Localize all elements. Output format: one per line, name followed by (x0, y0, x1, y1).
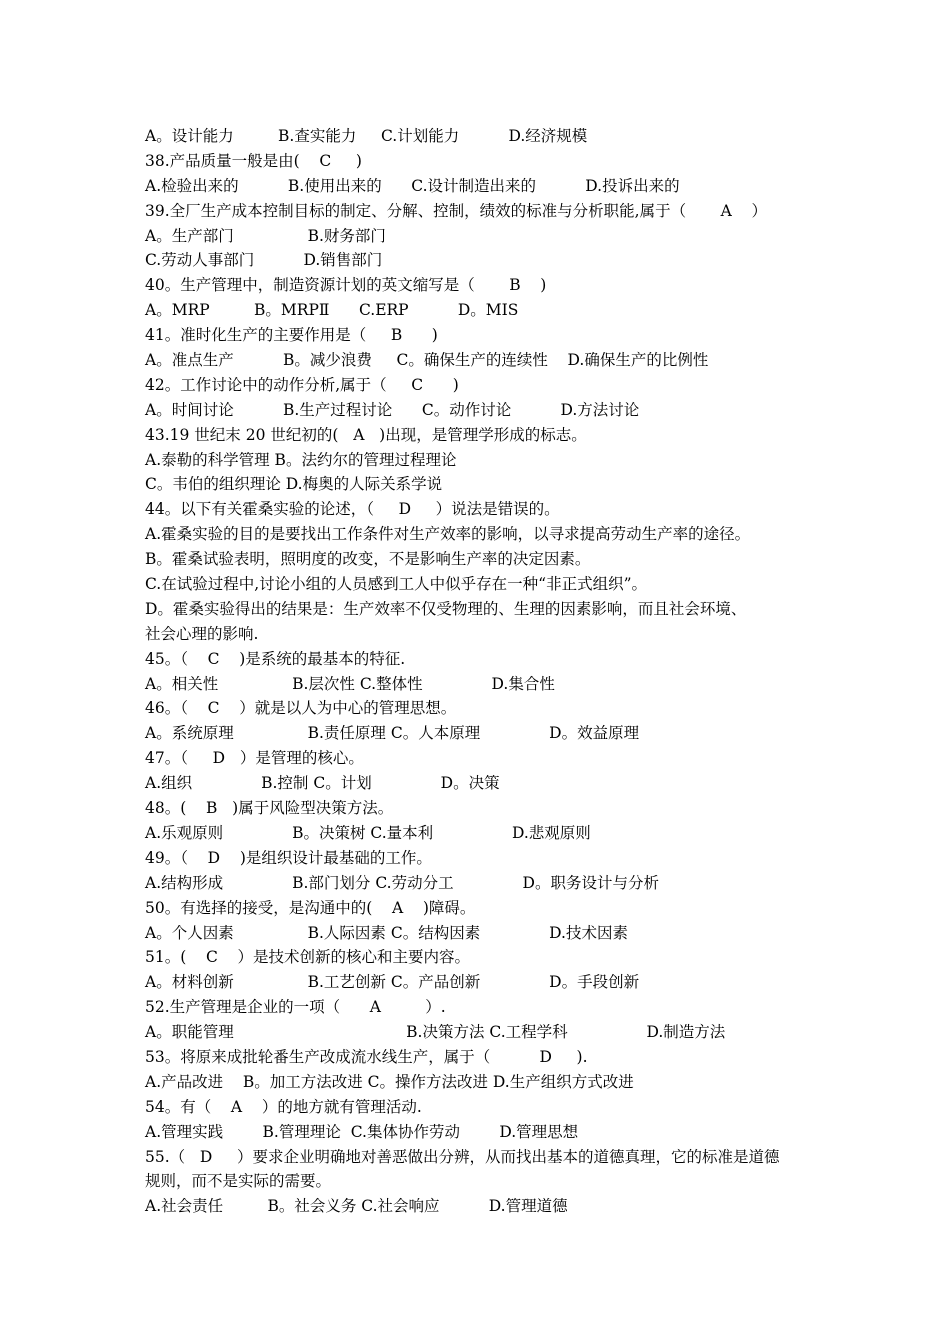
text-line: A.泰勒的科学管理 B。法约尔的管理过程理论 (145, 450, 457, 469)
text-line: A。材料创新 B.工艺创新 C。产品创新 D。手段创新 (145, 973, 640, 992)
text-line: C.在试验过程中,讨论小组的人员感到工人中似乎存在一种“非正式组织”。 (145, 575, 648, 594)
text-line: A.组织 B.控制 C。计划 D。决策 (145, 774, 500, 793)
text-line: 43.19 世纪末 20 世纪初的( A )出现，是管理学形成的标志。 (145, 425, 587, 444)
text-line: 51。( C ）是技术创新的核心和主要内容。 (145, 948, 471, 967)
text-line: 39.全厂生产成本控制目标的制定、分解、控制，绩效的标准与分析职能,属于（ A ） (145, 201, 767, 220)
text-line: 46。（ C ）就是以人为中心的管理思想。 (145, 699, 457, 718)
text-line: 规则，而不是实际的需要。 (145, 1172, 332, 1191)
text-line: C。韦伯的组织理论 D.梅奥的人际关系学说 (145, 475, 443, 494)
text-line: A。生产部门 B.财务部门 (145, 226, 386, 245)
text-line: 42。工作讨论中的动作分析,属于（ C ) (145, 375, 459, 394)
document-body (145, 124, 825, 1219)
text-line: A。职能管理 B.决策方法 C.工程学科 D.制造方法 (145, 1023, 726, 1042)
text-line: 45。（ C )是系统的最基本的特征. (145, 649, 406, 668)
text-line: 47。（ D ）是管理的核心。 (145, 749, 364, 768)
text-line: A.结构形成 B.部门划分 C.劳动分工 D。职务设计与分析 (145, 873, 659, 892)
text-line: 49。（ D )是组织设计最基础的工作。 (145, 848, 432, 867)
text-line: A.乐观原则 B。决策树 C.量本利 D.悲观原则 (145, 823, 591, 842)
text-line: 53。将原来成批轮番生产改成流水线生产，属于（ D ). (145, 1047, 588, 1066)
text-line: A。MRP B。MRPⅡ C.ERP D。MIS (145, 301, 519, 320)
text-line: 48。( B )属于风险型决策方法。 (145, 799, 394, 818)
text-line: A。相关性 B.层次性 C.整体性 D.集合性 (145, 674, 555, 693)
text-line: 50。有选择的接受，是沟通中的( A )障碍。 (145, 898, 476, 917)
text-line: 52.生产管理是企业的一项（ A ）. (145, 998, 446, 1017)
text-line: A.社会责任 B。社会义务 C.社会响应 D.管理道德 (145, 1197, 568, 1216)
text-line: A。准点生产 B。减少浪费 C。确保生产的连续性 D.确保生产的比例性 (145, 351, 709, 370)
text-line: A。设计能力 B.查实能力 C.计划能力 D.经济规模 (145, 127, 588, 145)
text-line: A.霍桑实验的目的是要找出工作条件对生产效率的影响，以寻求提高劳动生产率的途径。 (145, 525, 751, 544)
text-line: A.管理实践 B.管理理论 C.集体协作劳动 D.管理思想 (145, 1122, 579, 1141)
text-line: 54。有（ A ）的地方就有管理活动. (145, 1097, 422, 1116)
text-line: A。系统原理 B.责任原理 C。人本原理 D。效益原理 (145, 724, 640, 743)
text-line: 55.（ D ）要求企业明确地对善恶做出分辨，从而找出基本的道德真理，它的标准是道德 (145, 1147, 780, 1166)
text-line: A。个人因素 B.人际因素 C。结构因素 D.技术因素 (145, 923, 628, 942)
text-line: A.检验出来的 B.使用出来的 C.设计制造出来的 D.投诉出来的 (145, 176, 680, 195)
text-line: 38.产品质量一般是由( C ) (145, 151, 362, 170)
text-line: 40。生产管理中，制造资源计划的英文缩写是（ B ) (145, 276, 547, 295)
text-line: A。时间讨论 B.生产过程讨论 C。动作讨论 D.方法讨论 (145, 400, 640, 419)
text-line: 44。以下有关霍桑实验的论述，（ D ）说法是错误的。 (145, 500, 560, 519)
text-line: C.劳动人事部门 D.销售部门 (145, 251, 383, 270)
text-line: B。霍桑试验表明，照明度的改变，不是影响生产率的决定因素。 (145, 550, 591, 569)
text-line: D。霍桑实验得出的结果是：生产效率不仅受物理的、生理的因素影响，而且社会环境、 (145, 599, 747, 618)
text-line: 41。准时化生产的主要作用是（ B ) (145, 326, 438, 345)
text-line: A.产品改进 B。加工方法改进 C。操作方法改进 D.生产组织方式改进 (145, 1072, 634, 1091)
text-line: 社会心理的影响. (145, 624, 259, 643)
